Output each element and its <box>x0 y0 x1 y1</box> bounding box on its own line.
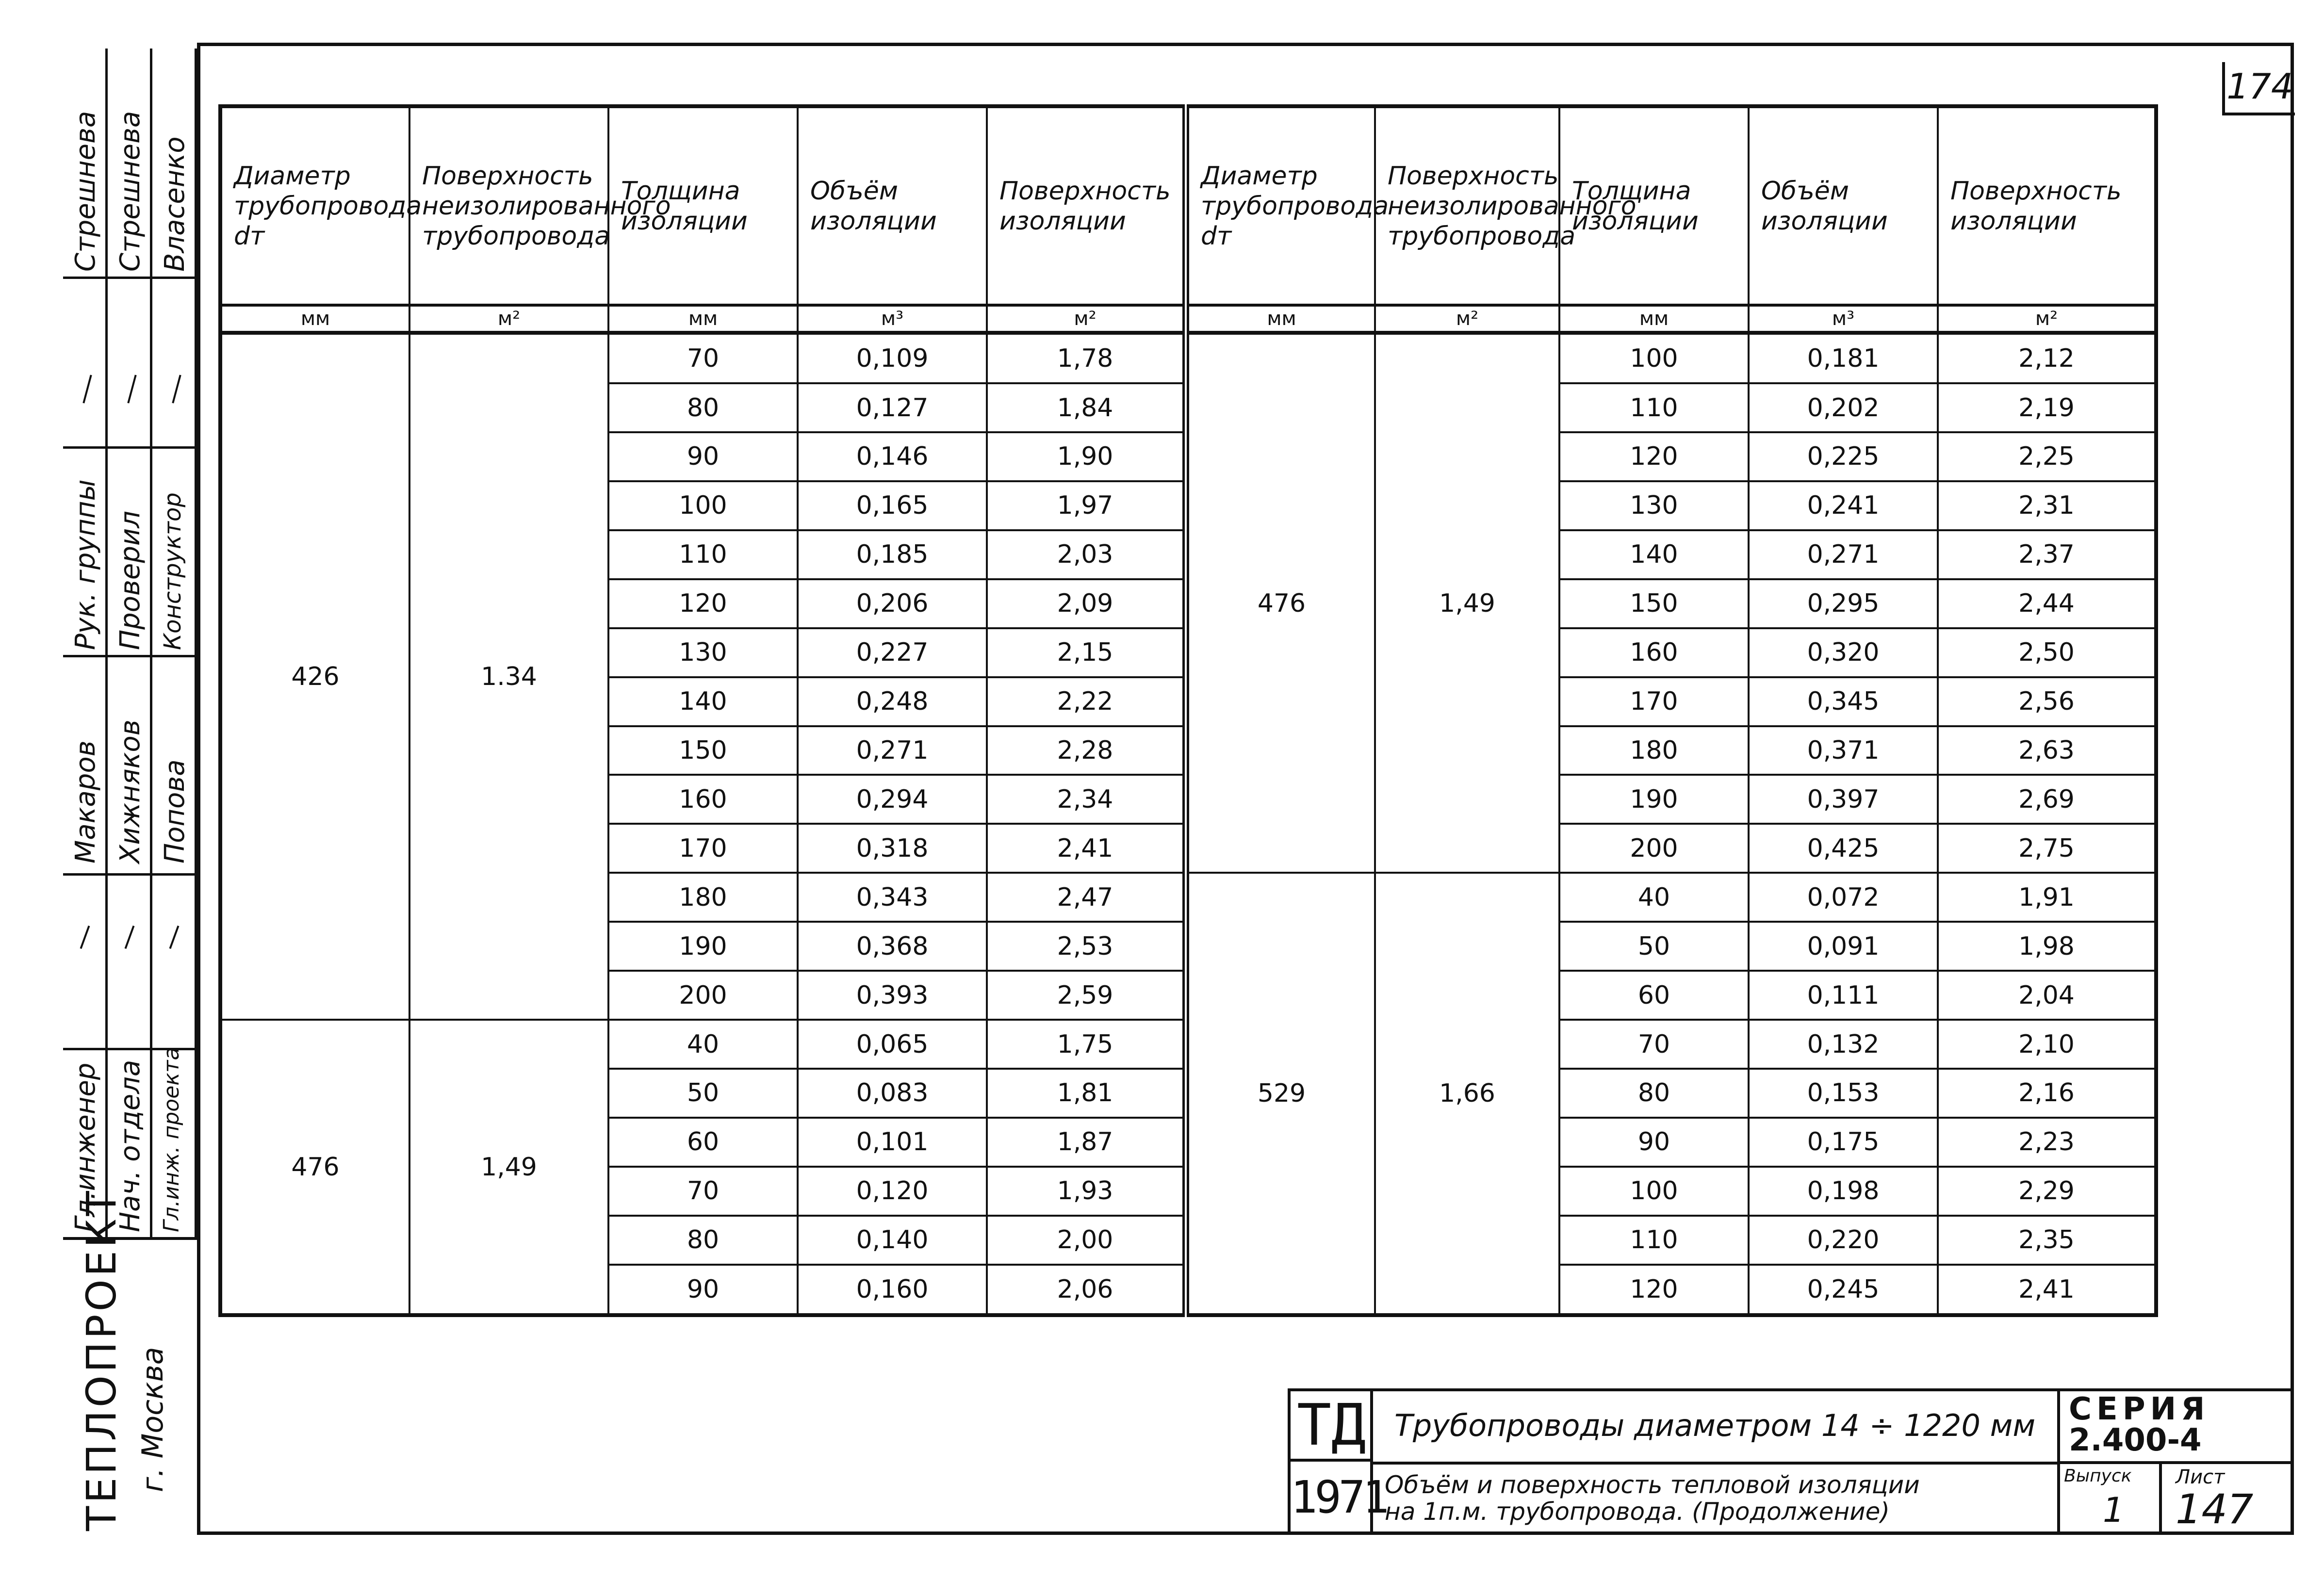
series-value: 2.400-4 <box>2069 1422 2202 1458</box>
stamp-role: Рук. группы <box>70 479 101 650</box>
volume-cell: 0,343 <box>798 873 987 922</box>
volume-cell: 0,101 <box>798 1118 987 1167</box>
surface-cell: 2,03 <box>987 530 1186 579</box>
corner-sheet-number-text: 174 <box>2226 66 2293 107</box>
thickness-cell: 160 <box>1559 628 1749 677</box>
volume-cell: 0,181 <box>1749 333 1938 383</box>
stamp-divider <box>63 446 197 449</box>
thickness-cell: 130 <box>1559 481 1749 530</box>
volume-cell: 0,198 <box>1749 1167 1938 1216</box>
thickness-cell: 40 <box>608 1020 798 1069</box>
surface-cell: 2,44 <box>1938 579 2156 628</box>
volume-cell: 0,153 <box>1749 1069 1938 1118</box>
volume-cell: 0,083 <box>798 1069 987 1118</box>
thickness-cell: 70 <box>608 333 798 383</box>
thickness-cell: 150 <box>608 726 798 775</box>
thickness-cell: 110 <box>608 530 798 579</box>
surface-cell: 1,97 <box>987 481 1186 530</box>
volume-cell: 0,065 <box>798 1020 987 1069</box>
volume-cell: 0,140 <box>798 1216 987 1265</box>
header-surface: Поверхность изоляции <box>1938 106 2156 305</box>
surface-cell: 2,10 <box>1938 1020 2156 1069</box>
thickness-cell: 180 <box>1559 726 1749 775</box>
unit-cell: мм <box>220 305 409 333</box>
table-header-row <box>220 106 2156 305</box>
surface-cell: 1,90 <box>987 432 1186 481</box>
stamp-divider <box>63 277 197 279</box>
surface-cell: 1,98 <box>1938 922 2156 971</box>
volume-cell: 0,368 <box>798 922 987 971</box>
volume-cell: 0,206 <box>798 579 987 628</box>
header-thickness: Толщина изоляции <box>1559 106 1749 305</box>
thickness-cell: 90 <box>608 432 798 481</box>
surface-cell: 2,29 <box>1938 1167 2156 1216</box>
stamp-name: Хижняков <box>115 719 146 863</box>
thickness-cell: 90 <box>608 1265 798 1315</box>
series-divider <box>2057 1461 2294 1464</box>
volume-cell: 0,175 <box>1749 1118 1938 1167</box>
header-diameter: Диаметр трубопровода dт <box>220 106 409 305</box>
organization-block <box>63 1188 197 1538</box>
volume-cell: 0,371 <box>1749 726 1938 775</box>
title-block <box>1288 1388 2294 1535</box>
thickness-cell: 40 <box>1559 873 1749 922</box>
volume-cell: 0,248 <box>798 677 987 726</box>
surface-cell: 2,34 <box>987 775 1186 824</box>
header-volume: Объём изоляции <box>798 106 987 305</box>
unit-cell: м³ <box>798 305 987 333</box>
thickness-cell: 80 <box>1559 1069 1749 1118</box>
pipe-diameter-cell: 529 <box>1186 873 1375 1315</box>
volume-cell: 0,397 <box>1749 775 1938 824</box>
surface-cell: 1,87 <box>987 1118 1186 1167</box>
thickness-cell: 160 <box>608 775 798 824</box>
thickness-cell: 120 <box>1559 432 1749 481</box>
insulation-table <box>218 104 2158 1317</box>
sheet-label: Лист <box>2176 1466 2225 1488</box>
thickness-cell: 50 <box>608 1069 798 1118</box>
thickness-cell: 120 <box>608 579 798 628</box>
surface-cell: 2,41 <box>987 824 1186 873</box>
header-thickness: Толщина изоляции <box>608 106 798 305</box>
surface-cell: 2,12 <box>1938 333 2156 383</box>
volume-cell: 0,091 <box>1749 922 1938 971</box>
surface-cell: 2,06 <box>987 1265 1186 1315</box>
table-units-row <box>220 305 2156 333</box>
volume-cell: 0,225 <box>1749 432 1938 481</box>
thickness-cell: 130 <box>608 628 798 677</box>
surface-cell: 2,56 <box>1938 677 2156 726</box>
volume-cell: 0,120 <box>798 1167 987 1216</box>
volume-cell: 0,146 <box>798 432 987 481</box>
thickness-cell: 170 <box>608 824 798 873</box>
volume-cell: 0,072 <box>1749 873 1938 922</box>
surface-cell: 2,69 <box>1938 775 2156 824</box>
volume-cell: 0,425 <box>1749 824 1938 873</box>
volume-cell: 0,245 <box>1749 1265 1938 1315</box>
volume-cell: 0,132 <box>1749 1020 1938 1069</box>
volume-cell: 0,295 <box>1749 579 1938 628</box>
stamp-name: Стрешнева <box>70 111 101 272</box>
issue-divider <box>2159 1461 2162 1535</box>
stamp-name: Макаров <box>70 740 101 863</box>
issue-label: Выпуск <box>2064 1466 2132 1486</box>
volume-cell: 0,109 <box>798 333 987 383</box>
organization-city: г. Москва <box>136 1347 170 1492</box>
thickness-cell: 140 <box>1559 530 1749 579</box>
thickness-cell: 100 <box>1559 333 1749 383</box>
volume-cell: 0,271 <box>1749 530 1938 579</box>
series-label: СЕРИЯ <box>2069 1391 2210 1427</box>
unit-cell: м² <box>409 305 608 333</box>
surface-cell: 2,31 <box>1938 481 2156 530</box>
surface-cell: 2,23 <box>1938 1118 2156 1167</box>
stamp-name: Попова <box>159 759 191 863</box>
volume-cell: 0,320 <box>1749 628 1938 677</box>
bare-surface-cell: 1,49 <box>409 1020 608 1315</box>
stamp-name: Власенко <box>159 136 191 272</box>
unit-cell: м² <box>1938 305 2156 333</box>
volume-cell: 0,127 <box>798 383 987 432</box>
sheet-subtitle-1: Объём и поверхность тепловой изоляции <box>1385 1471 1920 1499</box>
header-volume: Объём изоляции <box>1749 106 1938 305</box>
volume-cell: 0,111 <box>1749 971 1938 1020</box>
surface-cell: 2,47 <box>987 873 1186 922</box>
thickness-cell: 180 <box>608 873 798 922</box>
volume-cell: 0,241 <box>1749 481 1938 530</box>
unit-cell: м² <box>1375 305 1559 333</box>
code-bottom: 1971 <box>1291 1471 1387 1523</box>
surface-cell: 2,53 <box>987 922 1186 971</box>
code-top: ТД <box>1296 1391 1366 1458</box>
surface-cell: 2,00 <box>987 1216 1186 1265</box>
surface-cell: 2,35 <box>1938 1216 2156 1265</box>
pipe-diameter-cell: 426 <box>220 333 409 1020</box>
thickness-cell: 200 <box>608 971 798 1020</box>
surface-cell: 2,41 <box>1938 1265 2156 1315</box>
unit-cell: мм <box>1186 305 1375 333</box>
thickness-cell: 110 <box>1559 1216 1749 1265</box>
thickness-cell: 190 <box>1559 775 1749 824</box>
surface-cell: 2,04 <box>1938 971 2156 1020</box>
header-surface-bare: Поверхность неизолированного трубопровода <box>409 106 608 305</box>
surface-cell: 1,91 <box>1938 873 2156 922</box>
issue-value: 1 <box>2103 1490 2125 1530</box>
surface-cell: 2,22 <box>987 677 1186 726</box>
sheet-title: Трубопроводы диаметром 14 ÷ 1220 мм <box>1394 1408 2036 1443</box>
bare-surface-cell: 1,49 <box>1375 333 1559 873</box>
stamp-role: Проверил <box>115 510 146 650</box>
stamp-role: Нач. отдела <box>115 1059 146 1232</box>
surface-cell: 1,78 <box>987 333 1186 383</box>
sheet-value: 147 <box>2176 1485 2254 1533</box>
volume-cell: 0,227 <box>798 628 987 677</box>
surface-cell: 2,25 <box>1938 432 2156 481</box>
pipe-diameter-cell: 476 <box>220 1020 409 1315</box>
organization-name: ТЕПЛОПРОЕКТ <box>78 1188 125 1531</box>
table-row <box>220 333 2156 383</box>
surface-cell: 1,93 <box>987 1167 1186 1216</box>
surface-cell: 2,37 <box>1938 530 2156 579</box>
thickness-cell: 150 <box>1559 579 1749 628</box>
thickness-cell: 170 <box>1559 677 1749 726</box>
thickness-cell: 110 <box>1559 383 1749 432</box>
volume-cell: 0,294 <box>798 775 987 824</box>
thickness-cell: 50 <box>1559 922 1749 971</box>
thickness-cell: 90 <box>1559 1118 1749 1167</box>
thickness-cell: 100 <box>608 481 798 530</box>
unit-cell: м³ <box>1749 305 1938 333</box>
volume-cell: 0,185 <box>798 530 987 579</box>
volume-cell: 0,271 <box>798 726 987 775</box>
stamp-role: Гл.инженер <box>70 1062 101 1232</box>
unit-cell: мм <box>608 305 798 333</box>
surface-cell: 1,81 <box>987 1069 1186 1118</box>
thickness-cell: 60 <box>1559 971 1749 1020</box>
volume-cell: 0,165 <box>798 481 987 530</box>
surface-cell: 2,28 <box>987 726 1186 775</box>
thickness-cell: 70 <box>1559 1020 1749 1069</box>
thickness-cell: 100 <box>1559 1167 1749 1216</box>
thickness-cell: 140 <box>608 677 798 726</box>
surface-cell: 2,19 <box>1938 383 2156 432</box>
volume-cell: 0,160 <box>798 1265 987 1315</box>
thickness-cell: 80 <box>608 1216 798 1265</box>
volume-cell: 0,318 <box>798 824 987 873</box>
header-diameter: Диаметр трубопровода dт <box>1186 106 1375 305</box>
surface-cell: 2,63 <box>1938 726 2156 775</box>
bare-surface-cell: 1.34 <box>409 333 608 1020</box>
thickness-cell: 80 <box>608 383 798 432</box>
corner-sheet-number <box>2222 62 2295 115</box>
surface-cell: 1,84 <box>987 383 1186 432</box>
thickness-cell: 70 <box>608 1167 798 1216</box>
approval-stamp <box>63 49 197 1237</box>
header-surface-bare: Поверхность неизолированного трубопровода <box>1375 106 1559 305</box>
volume-cell: 0,393 <box>798 971 987 1020</box>
stamp-divider <box>63 655 197 657</box>
unit-cell: мм <box>1559 305 1749 333</box>
stamp-name: Стрешнева <box>115 111 146 272</box>
stamp-divider <box>63 873 197 876</box>
volume-cell: 0,345 <box>1749 677 1938 726</box>
header-surface: Поверхность изоляции <box>987 106 1186 305</box>
stamp-role: Конструктор <box>159 492 186 650</box>
volume-cell: 0,202 <box>1749 383 1938 432</box>
volume-cell: 0,220 <box>1749 1216 1938 1265</box>
stamp-role: Гл.инж. проекта <box>159 1047 184 1232</box>
surface-cell: 2,09 <box>987 579 1186 628</box>
surface-cell: 2,75 <box>1938 824 2156 873</box>
pipe-diameter-cell: 476 <box>1186 333 1375 873</box>
thickness-cell: 200 <box>1559 824 1749 873</box>
thickness-cell: 60 <box>608 1118 798 1167</box>
sheet-subtitle-2: на 1п.м. трубопровода. (Продолжение) <box>1385 1498 1890 1526</box>
surface-cell: 2,16 <box>1938 1069 2156 1118</box>
surface-cell: 2,59 <box>987 971 1186 1020</box>
surface-cell: 2,50 <box>1938 628 2156 677</box>
surface-cell: 2,15 <box>987 628 1186 677</box>
thickness-cell: 190 <box>608 922 798 971</box>
unit-cell: м² <box>987 305 1186 333</box>
bare-surface-cell: 1,66 <box>1375 873 1559 1315</box>
thickness-cell: 120 <box>1559 1265 1749 1315</box>
surface-cell: 1,75 <box>987 1020 1186 1069</box>
title-divider <box>1373 1462 2057 1465</box>
